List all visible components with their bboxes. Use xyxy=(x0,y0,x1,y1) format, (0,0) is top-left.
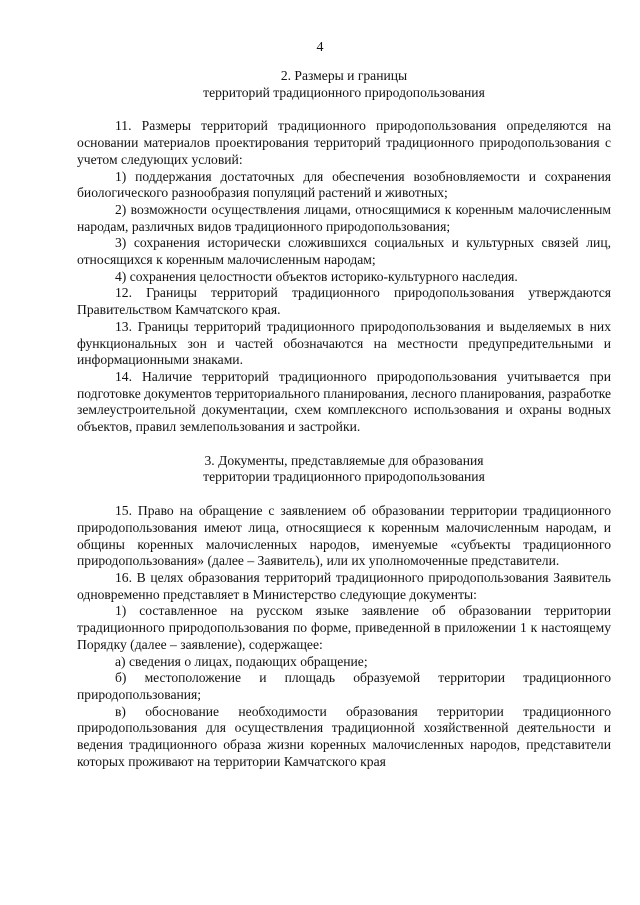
paragraph: 13. Границы территорий традиционного природопользования и выделяемых в них функциональных зон и частей обозначаются на местности предупредительными и информационными знаками. xyxy=(77,318,611,368)
document-body xyxy=(77,68,611,770)
paragraph: 3) сохранения исторически сложившихся социальных и культурных связей лиц, относящихся к коренным малочисленным народам; xyxy=(77,235,611,268)
paragraph: 2) возможности осуществления лицами, относящимися к коренным малочисленным народам, различных видов традиционного природопользования; xyxy=(77,201,611,234)
paragraph: а) сведения о лицах, подающих обращение; xyxy=(115,653,368,669)
paragraph: 12. Границы территорий традиционного природопользования утверждаются Правительством Камчатского края. xyxy=(77,285,611,318)
paragraph: б) местоположение и площадь образуемой территории традиционного природопользования; xyxy=(77,670,611,702)
section-3-heading-line-1: 3. Документы, представляемые для образования xyxy=(204,452,484,468)
paragraph: 4) сохранения целостности объектов историко-культурного наследия. xyxy=(115,268,518,284)
section-2-heading-line-2: территорий традиционного природопользования xyxy=(203,84,485,100)
page-number: 4 xyxy=(316,40,324,55)
paragraph: 14. Наличие территорий традиционного природопользования учитывается при подготовке документов территориального планирования, лесного планирования, разработке землеустроительной документации, схем комплексного использования и охраны водных объектов, правил землепользования и застройки. xyxy=(77,368,611,435)
section-2-heading-line-1: 2. Размеры и границы xyxy=(280,68,408,83)
section-3-heading xyxy=(77,453,611,486)
section-2-heading xyxy=(77,68,611,101)
paragraph: 1) поддержания достаточных для обеспечения возобновляемости и сохранения биологического разнообразия популяций растений и животных; xyxy=(77,168,611,201)
paragraph: в) обоснование необходимости образования территории традиционного природопользования для осуществления традиционной хозяйственной деятельности и ведения традиционного образа жизни коренных малочисленных народов, представители которых проживают на территории Камчатского края xyxy=(77,703,611,769)
section-3-heading-line-2: территории традиционного природопользования xyxy=(203,469,485,485)
section-3-body xyxy=(77,503,611,770)
section-2-body xyxy=(77,118,611,435)
paragraph: 1) составленное на русском языке заявление об образовании территории традиционного природопользования по форме, приведенной в приложении 1 к настоящему Порядку (далее – заявление), содержащее: xyxy=(77,603,611,652)
paragraph: 15. Право на обращение с заявлением об образовании территории традиционного природопользования имеют лица, относящиеся к коренным малочисленным народам, и общины коренных малочисленных народов, именуемые «субъекты традиционного природопользования» (далее – Заявитель), или их уполномоченные представители. xyxy=(77,503,611,569)
paragraph: 16. В целях образования территорий традиционного природопользования Заявитель одновременно представляет в Министерство следующие документы: xyxy=(77,569,611,602)
paragraph: 11. Размеры территорий традиционного природопользования определяются на основании материалов проектирования территорий традиционного природопользования с учетом следующих условий: xyxy=(77,118,611,167)
